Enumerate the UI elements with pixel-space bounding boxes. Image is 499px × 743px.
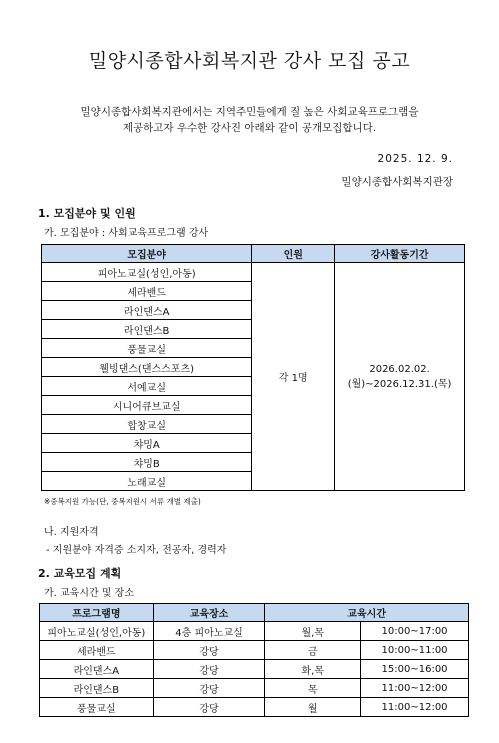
field-cell: 웰빙댄스(댄스스포츠) — [42, 358, 252, 377]
recruitment-table — [41, 244, 465, 491]
field-cell: 라인댄스B — [42, 320, 252, 339]
section1-sub-a: 가. 모집분야 : 사회교육프로그램 강사 — [44, 228, 209, 239]
place-cell: 강당 — [153, 679, 265, 698]
issuer-name: 밀양시종합사회복지관장 — [341, 176, 453, 188]
field-cell: 합창교실 — [42, 415, 252, 434]
col-header-place: 교육장소 — [153, 604, 265, 622]
section1-sub-b: 나. 지원자격 — [44, 527, 99, 538]
duplicate-note: ※중복지원 가능(단, 중복지원시 서류 개별 제출) — [44, 497, 201, 506]
place-cell: 4층 피아노교실 — [153, 622, 265, 641]
time-cell: 15:00~16:00 — [361, 660, 469, 679]
program-cell: 피아노교실(성인,아동) — [40, 622, 154, 641]
col-header-program: 프로그램명 — [40, 604, 154, 622]
count-cell: 각 1명 — [252, 263, 335, 491]
time-cell: 10:00~17:00 — [361, 622, 469, 641]
program-cell: 풍물교실 — [40, 698, 154, 717]
day-cell: 월 — [265, 698, 361, 717]
time-cell: 11:00~12:00 — [361, 698, 469, 717]
col-header-field: 모집분야 — [42, 245, 252, 263]
day-cell: 금 — [265, 641, 361, 660]
section2-sub-a: 가. 교육시간 및 장소 — [44, 588, 134, 599]
day-cell: 목 — [265, 679, 361, 698]
intro-line-1: 밀양시종합사회복지관에서는 지역주민들에게 질 높은 사회교육프로그램을 — [80, 106, 419, 118]
place-cell: 강당 — [153, 660, 265, 679]
time-cell: 11:00~12:00 — [361, 679, 469, 698]
place-cell: 강당 — [153, 641, 265, 660]
col-header-count: 인원 — [252, 245, 335, 263]
intro-text — [0, 104, 499, 136]
page-title: 밀양시종합사회복지관 강사 모집 공고 — [88, 50, 411, 72]
table-row — [42, 263, 465, 282]
field-cell: 챠밍B — [42, 453, 252, 472]
intro-line-2: 제공하고자 우수한 강사진 아래와 같이 공개모집합니다. — [122, 122, 377, 134]
table-row — [40, 641, 469, 660]
program-cell: 라인댄스A — [40, 660, 154, 679]
day-cell: 화,목 — [265, 660, 361, 679]
program-cell: 세라밴드 — [40, 641, 154, 660]
program-cell: 라인댄스B — [40, 679, 154, 698]
col-header-time: 교육시간 — [265, 604, 469, 622]
field-cell: 풍물교실 — [42, 339, 252, 358]
section2-heading: 2. 교육모집 계획 — [38, 567, 122, 580]
field-cell: 세라밴드 — [42, 282, 252, 301]
notice-date: 2025. 12. 9. — [377, 153, 453, 165]
schedule-table — [39, 603, 469, 717]
table-row — [40, 679, 469, 698]
table-row — [40, 698, 469, 717]
qualification-text: - 지원분야 자격증 소지자, 전공자, 경력자 — [46, 545, 227, 556]
place-cell: 강당 — [153, 698, 265, 717]
table-row — [40, 622, 469, 641]
period-cell: 2026.02.02.(월)~2026.12.31.(목) — [335, 263, 465, 491]
field-cell: 챠밍A — [42, 434, 252, 453]
col-header-period: 강사활동기간 — [335, 245, 465, 263]
section1-heading: 1. 모집분야 및 인원 — [38, 207, 136, 220]
time-cell: 10:00~11:00 — [361, 641, 469, 660]
field-cell: 피아노교실(성인,아동) — [42, 263, 252, 282]
day-cell: 월,목 — [265, 622, 361, 641]
field-cell: 서예교실 — [42, 377, 252, 396]
field-cell: 라인댄스A — [42, 301, 252, 320]
field-cell: 시니어큐브교실 — [42, 396, 252, 415]
table-row — [40, 660, 469, 679]
field-cell: 노래교실 — [42, 472, 252, 491]
